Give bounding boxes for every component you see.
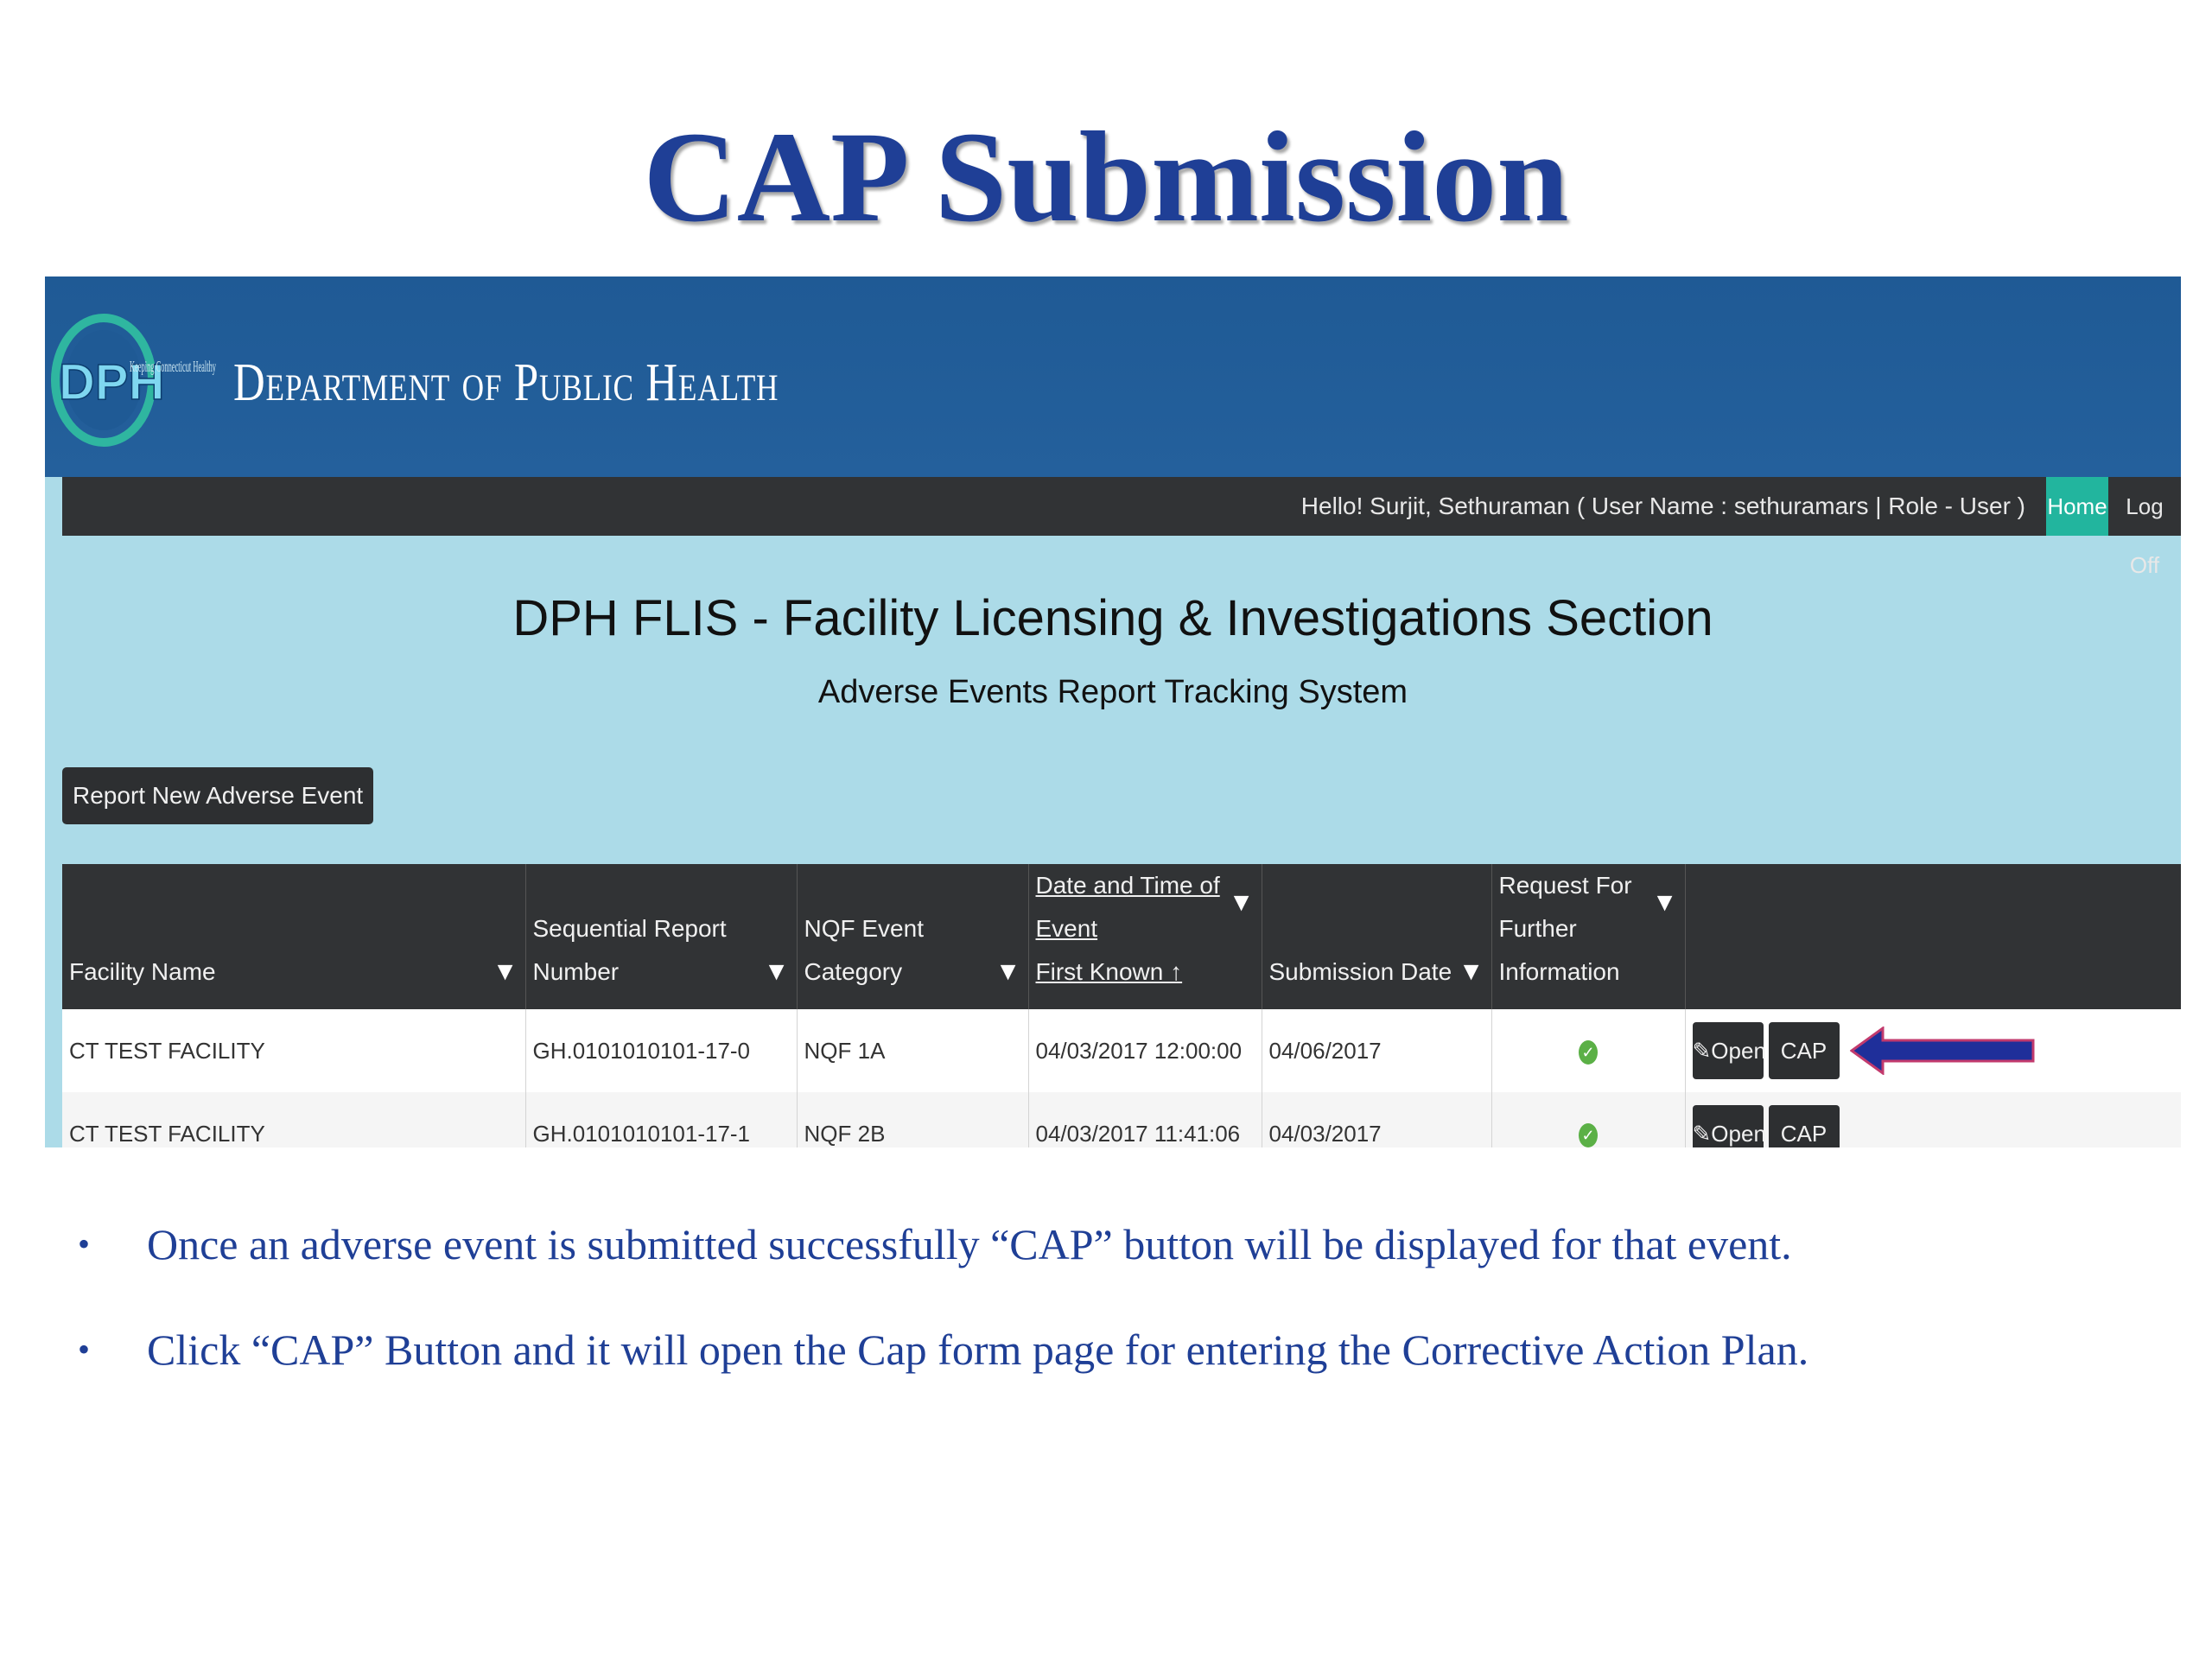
cell-request-info [1491,1092,1685,1147]
dph-logo [50,311,223,449]
cell-request-info [1491,1009,1685,1092]
app-title: DPH FLIS - Facility Licensing & Investigations Section [512,590,1713,646]
column-label: NQF Event Category [804,915,924,985]
column-actions [1685,864,2181,1009]
report-new-adverse-event-button[interactable]: Report New Adverse Event [62,767,373,824]
cell-report-number: GH.0101010101-17-1 [525,1092,797,1147]
open-label: Open [1711,1038,1766,1064]
table-row [62,1092,2181,1147]
table-row [62,1009,2181,1092]
filter-icon[interactable]: ▼ [995,957,1021,986]
instruction-item [78,1218,2152,1270]
column-submission-date[interactable] [1262,864,1491,1009]
bullet-icon: • [78,1224,91,1263]
column-label: Submission Date [1268,958,1452,985]
app-screenshot [45,276,2181,1147]
filter-icon[interactable]: ▼ [1228,888,1255,917]
top-navbar [62,477,2181,578]
filter-icon[interactable]: ▼ [1651,888,1678,917]
log-off-link[interactable]: Log Off [2126,493,2164,578]
adverse-events-table [62,864,2181,1147]
cell-facility-name: CT TEST FACILITY [62,1092,525,1147]
app-subtitle: Adverse Events Report Tracking System [817,674,1408,710]
column-request-further-information[interactable] [1491,864,1685,1009]
filter-icon[interactable]: ▼ [763,957,790,986]
cell-actions [1685,1092,2181,1147]
cap-button[interactable]: CAP [1769,1105,1840,1147]
bullet-icon: • [78,1330,91,1369]
pencil-icon: ✎ [1692,1038,1712,1064]
column-label-line1[interactable]: Date and Time of Event [1035,872,1220,942]
cell-actions [1685,1009,2181,1092]
cell-event-time: 04/03/2017 12:00:00 [1028,1009,1262,1092]
cell-submission-date: 04/06/2017 [1262,1009,1491,1092]
column-label-line1: Request For Further [1498,872,1632,942]
cell-event-time: 04/03/2017 11:41:06 [1028,1092,1262,1147]
logo-tagline: Keeping Connecticut Healthy [130,358,216,375]
filter-icon[interactable]: ▼ [492,957,518,986]
filter-icon[interactable]: ▼ [1458,957,1484,986]
column-date-time-first-known[interactable] [1028,864,1262,1009]
column-label-line2[interactable]: First Known ↑ [1035,958,1183,985]
pencil-icon: ✎ [1692,1121,1712,1147]
cell-category: NQF 2B [797,1092,1028,1147]
open-label: Open [1711,1121,1766,1147]
left-arrow-icon [1850,1027,2040,1075]
header-banner [45,276,2181,477]
user-greeting: Hello! Surjit, Sethuraman ( User Name : sethuramars | Role - User ) [1300,493,2025,519]
column-facility-name[interactable] [62,864,525,1009]
table-header-row [62,864,2181,1009]
instruction-text: Once an adverse event is submitted successfully “CAP” button will be displayed for that event. [147,1220,1792,1268]
green-check-icon: ✓ [1579,1123,1598,1147]
column-label-line2: Information [1498,958,1620,985]
department-name: Department of Public Health [233,353,779,412]
green-check-icon: ✓ [1579,1040,1598,1065]
column-label: Sequential Report Number [532,915,727,985]
column-label: Facility Name [69,958,216,985]
cell-report-number: GH.0101010101-17-0 [525,1009,797,1092]
column-sequential-report-number[interactable] [525,864,797,1009]
cell-submission-date: 04/03/2017 [1262,1092,1491,1147]
open-button[interactable] [1693,1105,1764,1147]
cap-button[interactable]: CAP [1769,1022,1840,1079]
logo-letters: DPH [59,354,165,410]
instruction-item [78,1324,2152,1376]
column-nqf-event-category[interactable] [797,864,1028,1009]
instruction-list [78,1218,2152,1429]
slide-title: CAP Submission [643,105,1569,249]
cell-category: NQF 1A [797,1009,1028,1092]
instruction-text: Click “CAP” Button and it will open the Cap form page for entering the Corrective Action Plan. [147,1325,1809,1374]
open-button[interactable] [1693,1022,1764,1079]
home-link[interactable]: Home [2046,477,2108,536]
cell-facility-name: CT TEST FACILITY [62,1009,525,1092]
